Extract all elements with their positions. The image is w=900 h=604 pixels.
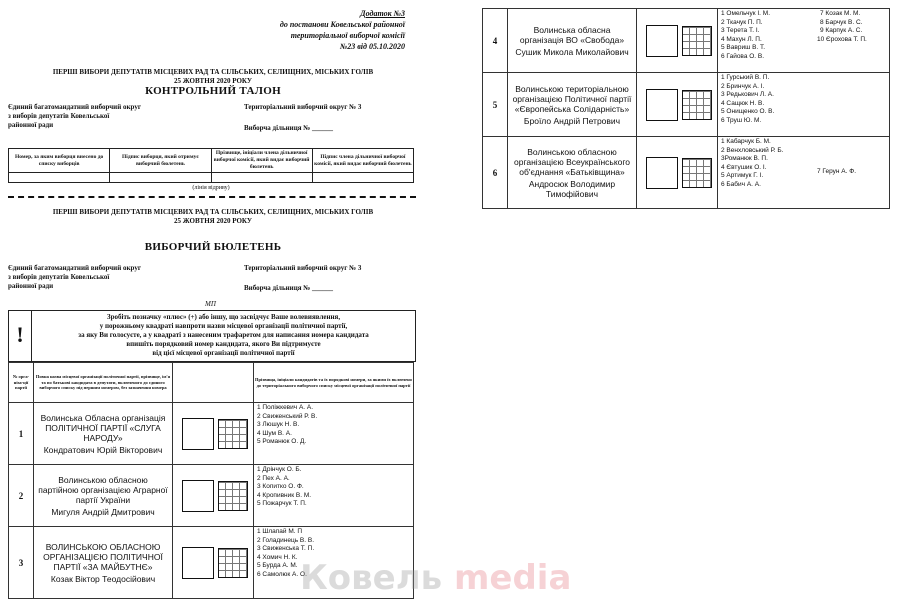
candidate-number-stencil[interactable]: [682, 90, 712, 120]
candidate: 10 Єрохова Т. П.: [817, 35, 867, 43]
candidate: 6 Гайова О. В.: [721, 52, 765, 60]
stub-cell[interactable]: [9, 173, 110, 183]
stub-col-header: Підпис виборця, який отримує виборчий бюлетень: [110, 149, 211, 173]
party-number: 4: [483, 9, 508, 73]
candidate: 4 Євтушик О. І.: [721, 163, 767, 171]
candidate-number-stencil[interactable]: [682, 26, 712, 56]
candidate: 5 Артимук Г. І.: [721, 172, 764, 180]
candidate: 2 Бринчук А. І.: [721, 82, 765, 90]
candidate: 4 Шум В. А.: [257, 429, 292, 437]
stub-elections-heading: [8, 68, 418, 86]
party-number: 6: [483, 137, 508, 209]
header-num: № орга-ніза-ції партії: [9, 363, 34, 403]
party-leader: Андросюк Володимир Тимофійович: [528, 178, 616, 199]
party-row: [9, 403, 414, 465]
party-number: 3: [9, 527, 34, 599]
candidate-list-extra: [814, 73, 890, 137]
stub-col-header: Прізвище, ініціали члена дільничної виборчої комісії, який видає виборчий бюлетень: [211, 149, 312, 173]
candidate-list: [718, 73, 815, 137]
appendix-line: до постанови Ковельської районної: [279, 20, 405, 29]
ballot-elections-heading: [8, 208, 418, 226]
candidate: 5 Онищенко О. В.: [721, 108, 775, 116]
ballot-district: [8, 264, 208, 291]
party-cell: [508, 137, 637, 209]
ballot-district-line: з виборів депутатів Ковельської: [8, 273, 110, 281]
header-candidates: Прізвища, ініціали кандидатів та їх порядкові номери, за якими їх включено до територіального виборчого списку місцевої організації політичної партії: [254, 363, 414, 403]
candidate-list-extra: [814, 9, 890, 73]
party-name: Волинська Обласна організація ПОЛІТИЧНОЇ ПАРТІЇ «СЛУГА НАРОДУ»: [40, 412, 166, 443]
ballot-title: ВИБОРЧИЙ БЮЛЕТЕНЬ: [144, 241, 282, 253]
candidate: 7 Герун А. Ф.: [817, 168, 857, 176]
candidate: 1 Кабарчук Б. М.: [721, 138, 771, 145]
cut-note: (лінія відриву): [192, 185, 230, 191]
party-row: [483, 9, 890, 73]
candidate: 3 Люшук Н. В.: [257, 421, 300, 429]
party-cell: [508, 73, 637, 137]
candidate: 1 Дрінчук О. Б.: [257, 466, 302, 473]
party-leader: Сушик Микола Миколайович: [515, 46, 629, 57]
party-name: Волинською обласною організацією Всеукраїнського об'єднання «Батьківщина»: [513, 146, 631, 177]
candidate: 2 Ткачук П. П.: [721, 18, 763, 26]
candidate-number-stencil[interactable]: [218, 548, 248, 578]
candidate: 3 Копитко О. Ф.: [257, 483, 304, 491]
candidate: 1 Шлапай М. П: [257, 528, 303, 535]
candidate: 2 Голадинець В. В.: [257, 536, 315, 544]
candidate: 3 Свиженська Т. П.: [257, 545, 315, 553]
ballot-precinct: Виборча дільниця № ______: [244, 284, 334, 292]
stub-district-line: з виборів депутатів Ковельської: [8, 112, 110, 120]
party-number: 5: [483, 73, 508, 137]
appendix-line: територіальної виборчої комісії: [290, 31, 405, 40]
elections-date: 25 ЖОВТНЯ 2020 РОКУ: [174, 77, 252, 85]
vote-boxes: [173, 465, 254, 527]
candidate: 8 Барчук В. С.: [820, 18, 863, 26]
stub-district-line: районної ради: [8, 121, 54, 129]
instruction-line: впишіть порядковий номер кандидата, якого Ви підтримуєте: [126, 340, 321, 348]
party-number: 2: [9, 465, 34, 527]
party-leader: Мигуля Андрій Дмитрович: [51, 506, 155, 517]
stub-table: [8, 148, 414, 183]
candidate-number-stencil[interactable]: [218, 481, 248, 511]
vote-checkbox[interactable]: [182, 547, 214, 579]
appendix-header: [230, 8, 405, 52]
ballot-district-line: Єдиний багатомандатний виборчий округ: [8, 264, 141, 272]
stub-cell[interactable]: [110, 173, 211, 183]
stub-col-header: Номер, за яким виборця внесено до списку виборців: [9, 149, 110, 173]
candidate: 6 Труш Ю. М.: [721, 116, 762, 124]
instruction-box: [8, 310, 416, 362]
candidate: 1 Омельчук І. М.: [721, 10, 771, 17]
vote-checkbox[interactable]: [646, 89, 678, 121]
party-leader: Броїло Андрій Петрович: [523, 115, 621, 126]
vote-checkbox[interactable]: [646, 157, 678, 189]
candidate: 3 Терета Т. І.: [721, 27, 760, 35]
party-cell: [34, 403, 173, 465]
candidate-number-stencil[interactable]: [218, 419, 248, 449]
candidate: 5 Романюк О. Д.: [257, 438, 307, 446]
party-row: [483, 137, 890, 209]
candidate: 6 Самолюк А. О.: [257, 570, 307, 578]
warning-icon: !: [9, 311, 32, 361]
candidate: 4 Хомич Н. К.: [257, 553, 298, 561]
candidate: 9 Карпук А. С.: [820, 27, 863, 35]
stub-col-header: Підпис члена дільничної виборчої комісії, який видає виборчий бюлетень: [312, 149, 413, 173]
ballot-table-right: [482, 8, 890, 209]
candidate: 5 Пожарчук Т. П.: [257, 500, 307, 508]
stub-district: [8, 103, 208, 130]
candidate-list: [718, 9, 815, 73]
header-boxes: [173, 363, 254, 403]
party-name: ВОЛИНСЬКОЮ ОБЛАСНОЮ ОРГАНІЗАЦІЄЮ ПОЛІТИЧНОЇ ПАРТІЇ «ЗА МАЙБУТНЄ»: [43, 541, 163, 572]
instruction-line: Зробіть позначку «плюс» (+) або іншу, що засвідчує Ваше волевиявлення,: [106, 313, 341, 321]
party-number: 1: [9, 403, 34, 465]
elections-title: ПЕРШІ ВИБОРИ ДЕПУТАТІВ МІСЦЕВИХ РАД ТА СІЛЬСЬКИХ, СЕЛИЩНИХ, МІСЬКИХ ГОЛІВ: [52, 208, 374, 216]
appendix-line: №23 від 05.10.2020: [339, 42, 405, 51]
instruction-line: від цієї місцевої організації політичної партії: [152, 349, 295, 357]
candidate: 6 Бабич А. А.: [721, 180, 761, 188]
vote-boxes: [173, 527, 254, 599]
party-cell: [34, 465, 173, 527]
ballot-territorial: Територіальний виборчий округ № 3: [244, 264, 362, 272]
watermark-logo: [300, 558, 571, 598]
appendix-line: Додаток №3: [360, 9, 405, 18]
party-leader: Кондратович Юрій Вікторович: [43, 444, 163, 455]
candidate-list: [718, 137, 815, 209]
vote-boxes: [173, 403, 254, 465]
candidate-number-stencil[interactable]: [682, 158, 712, 188]
candidate: 4 Махун Л. П.: [721, 35, 762, 43]
instruction-line: за яку Ви голосуєте, а у квадраті з нанесеним трафаретом для написання номера кандидата: [78, 331, 369, 339]
candidate-list: [254, 465, 414, 527]
vote-checkbox[interactable]: [646, 25, 678, 57]
candidate: 2 Свиженський Р. В.: [257, 412, 318, 420]
stub-title: КОНТРОЛЬНИЙ ТАЛОН: [145, 85, 281, 97]
candidate: 2 Пех А. А.: [257, 474, 290, 482]
candidate-list: [254, 403, 414, 465]
elections-title: ПЕРШІ ВИБОРИ ДЕПУТАТІВ МІСЦЕВИХ РАД ТА СІЛЬСЬКИХ, СЕЛИЩНИХ, МІСЬКИХ ГОЛІВ: [52, 68, 374, 76]
stub-cell[interactable]: [312, 173, 413, 183]
stamp-label: МП: [205, 300, 216, 308]
instruction-text: [32, 311, 415, 361]
party-cell: [34, 527, 173, 599]
vote-boxes: [637, 73, 718, 137]
ballot-district-line: районної ради: [8, 282, 54, 290]
party-row: [9, 465, 414, 527]
tear-line: [8, 196, 416, 198]
party-name: Волинською територіальною організацією Політичної партії «Європейська Солідарність»: [512, 83, 632, 114]
candidate: 7 Козак М. М.: [820, 10, 861, 17]
candidate: 5 Вавриш В. Т.: [721, 44, 766, 52]
candidate: 3Романюк В. П.: [721, 155, 768, 163]
elections-date: 25 ЖОВТНЯ 2020 РОКУ: [174, 217, 252, 225]
stub-precinct: Виборча дільниця № ______: [244, 124, 334, 132]
candidate-list-extra: [814, 137, 890, 209]
vote-checkbox[interactable]: [182, 418, 214, 450]
stub-territorial: Територіальний виборчий округ № 3: [244, 103, 362, 111]
vote-boxes: [637, 9, 718, 73]
party-name: Волинською обласною партійною організацією Аграрної партії України: [38, 474, 168, 505]
candidate: 4 Сащюк Н. В.: [721, 99, 765, 107]
watermark-word1: Ковель: [300, 558, 443, 598]
candidate: 2 Венхловський Р. Б.: [721, 146, 784, 154]
candidate: 4 Кропивник В. М.: [257, 491, 312, 499]
watermark-word2: media: [453, 558, 572, 598]
candidate: 3 Редькович Л. А.: [721, 91, 774, 99]
vote-checkbox[interactable]: [182, 480, 214, 512]
instruction-line: у порожньому квадраті навпроти назви місцевої організації політичної партії,: [99, 322, 348, 330]
party-name: Волинська обласна організація ВО «Свобода»: [519, 24, 625, 45]
party-leader: Козак Віктор Теодосійович: [50, 573, 156, 584]
vote-boxes: [637, 137, 718, 209]
candidate: 1 Гурський В. П.: [721, 74, 770, 81]
party-cell: [508, 9, 637, 73]
party-row: [483, 73, 890, 137]
stub-district-line: Єдиний багатомандатний виборчий округ: [8, 103, 141, 111]
header-party: Повна назва місцевої організації політичної партії, прізвище, ім'я та по батькові кандидата в депутати, включеного до єдиного виборчого списку під першим номером, без зазначення номера: [34, 363, 173, 403]
stub-cell[interactable]: [211, 173, 312, 183]
candidate: 5 Бурда А. М.: [257, 562, 298, 570]
candidate: 1 Поліжкевич А. А.: [257, 404, 314, 411]
